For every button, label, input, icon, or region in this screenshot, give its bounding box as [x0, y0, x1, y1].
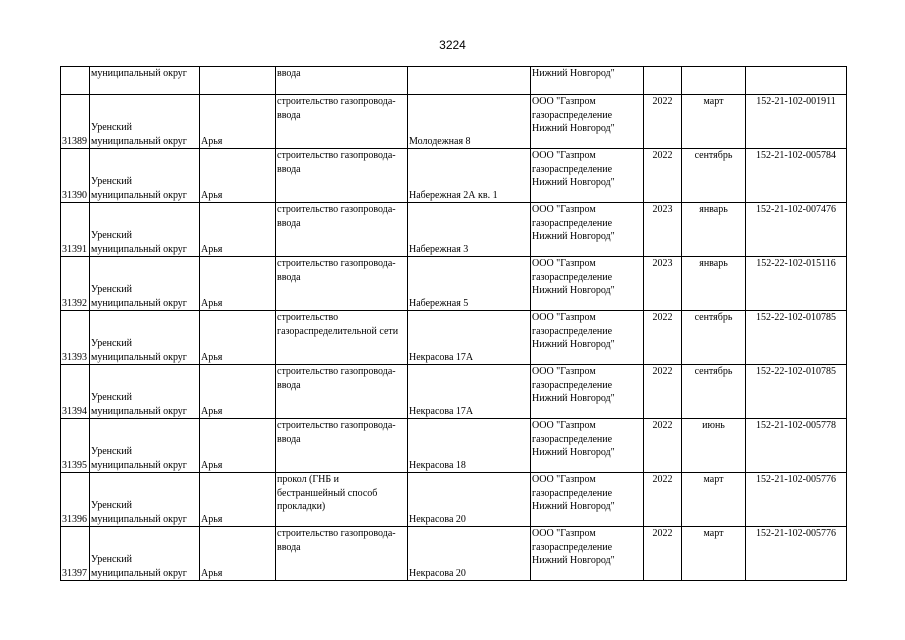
cell-code: 152-22-102-010785: [746, 365, 847, 419]
cell-org: [531, 527, 644, 581]
cell-address: [408, 67, 531, 95]
table-row: [61, 365, 847, 419]
cell-year: 2023: [644, 203, 682, 257]
cell-org: [531, 473, 644, 527]
district-line-2: муниципальный округ: [91, 351, 187, 363]
org-line-3: Нижний Новгород": [532, 447, 615, 458]
cell-year: 2022: [644, 365, 682, 419]
cell-address: Набережная 3: [408, 203, 531, 257]
table-row: [61, 473, 847, 527]
cell-village: Арья: [200, 527, 276, 581]
org-line-2: газораспределение: [532, 163, 613, 175]
type-line-1: строительство газопровода-: [277, 528, 396, 539]
cell-district: муниципальный округ: [90, 67, 200, 95]
table-row: [61, 149, 847, 203]
org-line-1: ООО "Газпром: [532, 420, 596, 431]
org-line-1: ООО "Газпром: [532, 528, 596, 539]
cell-type: [276, 419, 408, 473]
district-line-1: Уренский: [91, 176, 132, 187]
type-line-2: ввода: [277, 217, 301, 229]
cell-district: [90, 203, 200, 257]
cell-village: Арья: [200, 419, 276, 473]
district-line-2: муниципальный округ: [91, 135, 187, 147]
district-line-2: муниципальный округ: [91, 243, 187, 255]
cell-year: 2022: [644, 149, 682, 203]
table-row: [61, 527, 847, 581]
cell-code: 152-22-102-015116: [746, 257, 847, 311]
org-line-3: Нижний Новгород": [532, 501, 615, 512]
cell-address: Набережная 2А кв. 1: [408, 149, 531, 203]
cell-type: [276, 527, 408, 581]
org-line-1: ООО "Газпром: [532, 96, 596, 107]
org-line-3: Нижний Новгород": [532, 285, 615, 296]
org-line-3: Нижний Новгород": [532, 177, 615, 188]
district-line-2: муниципальный округ: [91, 513, 187, 525]
type-line-2: ввода: [277, 379, 301, 391]
cell-month: сентябрь: [682, 365, 746, 419]
cell-org: [531, 311, 644, 365]
cell-type: [276, 473, 408, 527]
district-line-2: муниципальный округ: [91, 189, 187, 201]
cell-month: [682, 67, 746, 95]
type-line-2: ввода: [277, 541, 301, 553]
district-line-1: Уренский: [91, 230, 132, 241]
type-line-2: ввода: [277, 163, 301, 175]
cell-code: 152-21-102-005776: [746, 527, 847, 581]
cell-address: Некрасова 20: [408, 473, 531, 527]
cell-num: 31393: [61, 311, 90, 365]
cell-org: [531, 203, 644, 257]
org-line-2: газораспределение: [532, 109, 613, 121]
type-line-1: строительство газопровода-: [277, 258, 396, 269]
cell-district: [90, 527, 200, 581]
table-row: [61, 95, 847, 149]
cell-org: [531, 149, 644, 203]
cell-num: 31397: [61, 527, 90, 581]
cell-month: март: [682, 527, 746, 581]
cell-type: [276, 311, 408, 365]
org-line-2: газораспределение: [532, 325, 613, 337]
cell-month: сентябрь: [682, 149, 746, 203]
district-line-1: Уренский: [91, 554, 132, 565]
district-line-2: муниципальный округ: [91, 297, 187, 309]
org-line-1: ООО "Газпром: [532, 366, 596, 377]
cell-org: Нижний Новгород": [531, 67, 644, 95]
cell-address: Молодежная 8: [408, 95, 531, 149]
cell-type: ввода: [276, 67, 408, 95]
cell-org: [531, 419, 644, 473]
cell-village: Арья: [200, 473, 276, 527]
type-line-1: строительство газопровода-: [277, 366, 396, 377]
type-line-2: ввода: [277, 271, 301, 283]
org-line-3: Нижний Новгород": [532, 339, 615, 350]
cell-address: Некрасова 20: [408, 527, 531, 581]
cell-code: 152-21-102-007476: [746, 203, 847, 257]
cell-year: 2022: [644, 527, 682, 581]
cell-year: 2022: [644, 311, 682, 365]
cell-num: 31389: [61, 95, 90, 149]
cell-address: Некрасова 17А: [408, 311, 531, 365]
cell-village: Арья: [200, 149, 276, 203]
cell-village: Арья: [200, 95, 276, 149]
table-row-partial: [61, 67, 847, 95]
table-body: [61, 67, 847, 581]
cell-type: [276, 365, 408, 419]
cell-month: март: [682, 473, 746, 527]
cell-code: [746, 67, 847, 95]
cell-village: Арья: [200, 257, 276, 311]
org-line-1: ООО "Газпром: [532, 258, 596, 269]
cell-district: [90, 149, 200, 203]
district-line-1: Уренский: [91, 500, 132, 511]
cell-district: [90, 311, 200, 365]
district-line-1: Уренский: [91, 284, 132, 295]
cell-num: 31392: [61, 257, 90, 311]
cell-district: [90, 419, 200, 473]
cell-month: сентябрь: [682, 311, 746, 365]
cell-num: 31394: [61, 365, 90, 419]
cell-year: 2022: [644, 473, 682, 527]
type-line-3: прокладки): [277, 501, 326, 512]
cell-village: Арья: [200, 311, 276, 365]
district-line-1: Уренский: [91, 392, 132, 403]
type-line-1: строительство газопровода-: [277, 96, 396, 107]
district-line-1: Уренский: [91, 122, 132, 133]
table-row: [61, 203, 847, 257]
cell-month: январь: [682, 203, 746, 257]
cell-code: 152-21-102-001911: [746, 95, 847, 149]
cell-village: [200, 67, 276, 95]
district-line-2: муниципальный округ: [91, 567, 187, 579]
org-line-1: ООО "Газпром: [532, 312, 596, 323]
cell-type: [276, 95, 408, 149]
cell-num: 31391: [61, 203, 90, 257]
cell-address: Некрасова 17А: [408, 365, 531, 419]
cell-year: 2023: [644, 257, 682, 311]
page-number: 3224: [439, 38, 466, 52]
org-line-3: Нижний Новгород": [532, 393, 615, 404]
cell-num: 31395: [61, 419, 90, 473]
cell-district: [90, 257, 200, 311]
district-line-1: Уренский: [91, 446, 132, 457]
cell-num: 31390: [61, 149, 90, 203]
cell-village: Арья: [200, 203, 276, 257]
org-line-3: Нижний Новгород": [532, 123, 615, 134]
org-line-1: ООО "Газпром: [532, 150, 596, 161]
type-line-1: строительство газопровода-: [277, 150, 396, 161]
org-line-1: ООО "Газпром: [532, 204, 596, 215]
cell-district: [90, 473, 200, 527]
type-line-1: прокол (ГНБ и: [277, 474, 339, 485]
cell-org: [531, 365, 644, 419]
type-line-2: ввода: [277, 433, 301, 445]
org-line-2: газораспределение: [532, 487, 613, 499]
cell-year: 2022: [644, 419, 682, 473]
cell-type: [276, 257, 408, 311]
district-line-1: Уренский: [91, 338, 132, 349]
org-line-2: газораспределение: [532, 433, 613, 445]
cell-address: Некрасова 18: [408, 419, 531, 473]
cell-code: 152-21-102-005776: [746, 473, 847, 527]
cell-month: январь: [682, 257, 746, 311]
cell-year: 2022: [644, 95, 682, 149]
org-line-2: газораспределение: [532, 217, 613, 229]
cell-num: 31396: [61, 473, 90, 527]
cell-org: [531, 257, 644, 311]
table-row: [61, 257, 847, 311]
type-line-1: строительство газопровода-: [277, 204, 396, 215]
type-line-2: бестраншейный способ: [277, 487, 378, 499]
cell-year: [644, 67, 682, 95]
cell-code: 152-22-102-010785: [746, 311, 847, 365]
org-line-3: Нижний Новгород": [532, 555, 615, 566]
type-line-2: газораспределительной сети: [277, 325, 399, 337]
district-line-2: муниципальный округ: [91, 459, 187, 471]
type-line-1: строительство газопровода-: [277, 420, 396, 431]
cell-month: июнь: [682, 419, 746, 473]
org-line-1: ООО "Газпром: [532, 474, 596, 485]
cell-district: [90, 95, 200, 149]
cell-num: [61, 67, 90, 95]
cell-address: Набережная 5: [408, 257, 531, 311]
type-line-1: строительство: [277, 312, 339, 323]
org-line-2: газораспределение: [532, 541, 613, 553]
org-line-2: газораспределение: [532, 271, 613, 283]
cell-org: [531, 95, 644, 149]
org-line-2: газораспределение: [532, 379, 613, 391]
table-row: [61, 419, 847, 473]
cell-village: Арья: [200, 365, 276, 419]
org-line-3: Нижний Новгород": [532, 231, 615, 242]
type-line-2: ввода: [277, 109, 301, 121]
cell-code: 152-21-102-005778: [746, 419, 847, 473]
table-row: [61, 311, 847, 365]
cell-type: [276, 203, 408, 257]
cell-district: [90, 365, 200, 419]
cell-month: март: [682, 95, 746, 149]
registry-table: [60, 66, 847, 581]
district-line-2: муниципальный округ: [91, 405, 187, 417]
cell-type: [276, 149, 408, 203]
cell-code: 152-21-102-005784: [746, 149, 847, 203]
